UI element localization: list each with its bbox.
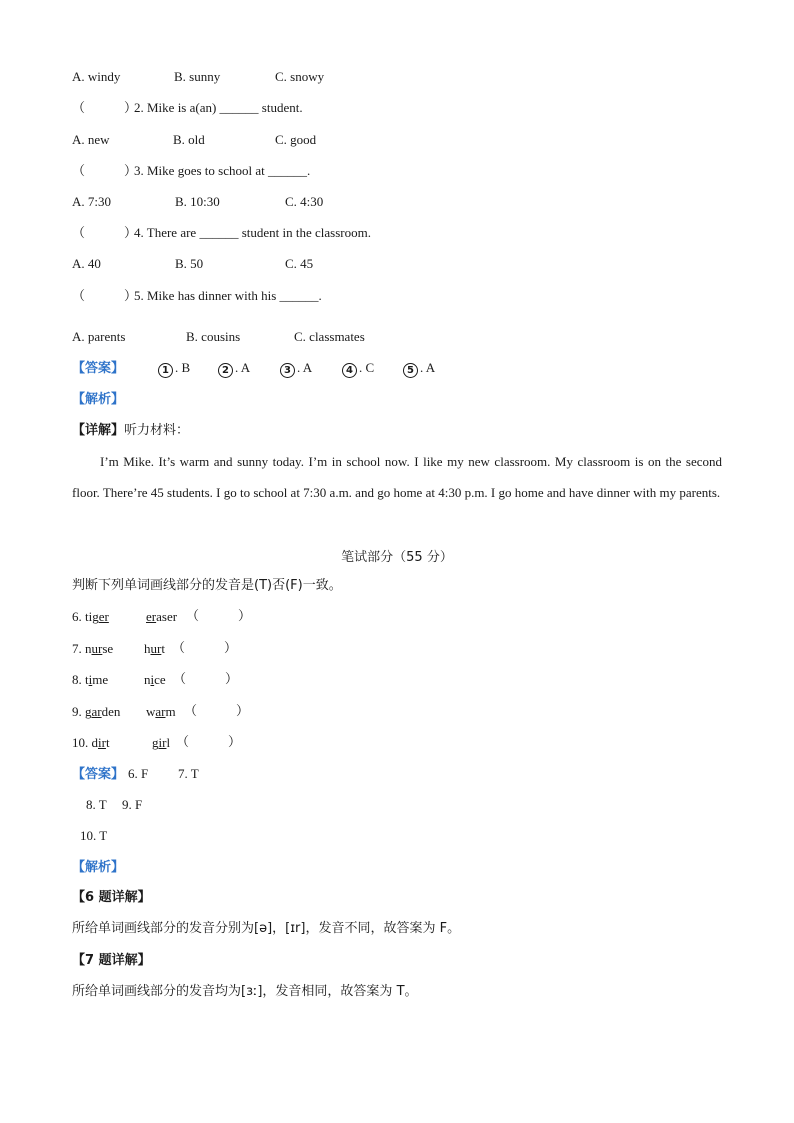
answer-value: . C bbox=[359, 360, 375, 375]
option-b: B. 50 bbox=[175, 256, 204, 271]
instruction: 判断下列单词画线部分的发音是(T)否(F)一致。 bbox=[72, 578, 342, 593]
question-5 bbox=[72, 288, 322, 305]
word-item-7 bbox=[72, 641, 238, 657]
circled-number: 1 bbox=[158, 363, 173, 378]
option-a: A. new bbox=[72, 132, 110, 147]
word-part: t bbox=[161, 641, 165, 656]
circled-number: 3 bbox=[280, 363, 295, 378]
word-part: aser bbox=[156, 609, 178, 624]
item-number: 9. bbox=[72, 704, 82, 719]
question-3 bbox=[72, 163, 310, 180]
answer-paren: （ ） bbox=[172, 641, 238, 656]
answer-line-2 bbox=[72, 766, 199, 783]
word-part: den bbox=[101, 704, 121, 719]
answer-value: . A bbox=[297, 360, 313, 375]
detail-label: 【详解】 bbox=[72, 423, 125, 438]
option-a: A. 40 bbox=[72, 256, 101, 271]
underlined-part: ir bbox=[158, 735, 167, 750]
answer-line bbox=[72, 360, 436, 377]
answer-value: . B bbox=[175, 360, 191, 375]
underlined-part: i bbox=[88, 672, 93, 687]
item-number: 10. bbox=[72, 735, 89, 750]
answer-paren: （ ） bbox=[72, 226, 138, 241]
option-c: C. 4:30 bbox=[285, 194, 324, 209]
option-c: C. good bbox=[275, 132, 317, 147]
option-c: C. classmates bbox=[294, 329, 365, 344]
underlined-part: er bbox=[146, 609, 157, 624]
word-part: g bbox=[85, 704, 92, 719]
circled-number: 4 bbox=[342, 363, 357, 378]
option-a: A. parents bbox=[72, 329, 126, 344]
answer-item-4 bbox=[342, 360, 374, 378]
q6-detail-text: 所给单词画线部分的发音分别为[ə]，[ɪr]，发音不同，故答案为 F。 bbox=[72, 921, 461, 936]
circled-number: 2 bbox=[218, 363, 233, 378]
item-number: 6. bbox=[72, 609, 82, 624]
question-text: 4. There are ______ student in the classroom. bbox=[134, 225, 371, 240]
word-item-8 bbox=[72, 672, 239, 688]
word-part: se bbox=[102, 641, 114, 656]
word-part: n bbox=[85, 641, 92, 656]
answer-paren: （ ） bbox=[72, 289, 138, 304]
question-text: 5. Mike has dinner with his ______. bbox=[134, 288, 322, 303]
answer-item-1 bbox=[158, 360, 190, 378]
analysis-heading-2 bbox=[72, 859, 124, 876]
question-text: 2. Mike is a(an) ______ student. bbox=[134, 100, 303, 115]
answer-8: 8. T bbox=[86, 797, 107, 812]
option-b: B. cousins bbox=[186, 329, 241, 344]
underlined-part: ur bbox=[150, 641, 162, 656]
option-b: B. 10:30 bbox=[175, 194, 220, 209]
option-b: B. old bbox=[173, 132, 205, 147]
underlined-part: ir bbox=[98, 735, 106, 750]
word-part: l bbox=[166, 735, 171, 750]
underlined-part: er bbox=[98, 609, 109, 624]
option-b: B. sunny bbox=[174, 69, 221, 84]
answer-paren: （ ） bbox=[72, 164, 138, 179]
answer-paren: （ ） bbox=[186, 609, 252, 624]
answer-9: 9. F bbox=[122, 797, 143, 812]
word-part: tig bbox=[85, 609, 99, 624]
circled-number: 5 bbox=[403, 363, 418, 378]
answer-item-2 bbox=[218, 360, 250, 378]
answer-6: 6. F bbox=[128, 766, 149, 781]
underlined-part: ar bbox=[91, 704, 102, 719]
underlined-part: i bbox=[150, 672, 155, 687]
answer-item-3 bbox=[280, 360, 312, 378]
question-2 bbox=[72, 100, 303, 117]
option-c: C. snowy bbox=[275, 69, 325, 84]
listening-material: I’m Mike. It’s warm and sunny today. I’m in school now. I like my new classroom. My classroom is on the second floor. There’re 45 students. I go to school at 7:30 a.m. and go home at 4:30 p.m. I go home and have dinner with my parents. bbox=[72, 454, 722, 500]
analysis-heading bbox=[72, 391, 124, 408]
answer-value: . A bbox=[420, 360, 436, 375]
word-item-10 bbox=[72, 735, 242, 751]
analysis-label: 【解析】 bbox=[72, 392, 125, 407]
answer-paren: （ ） bbox=[184, 704, 250, 719]
q6-detail-heading: 【6 题详解】 bbox=[72, 890, 151, 905]
detail-heading bbox=[72, 422, 189, 439]
answer-value: . A bbox=[235, 360, 251, 375]
word-part: m bbox=[165, 704, 176, 719]
question-4 bbox=[72, 225, 371, 242]
word-part: n bbox=[144, 672, 151, 687]
option-a: A. windy bbox=[72, 69, 121, 84]
q7-detail-heading: 【7 题详解】 bbox=[72, 953, 151, 968]
underlined-part: ur bbox=[91, 641, 103, 656]
option-a: A. 7:30 bbox=[72, 194, 111, 209]
analysis-label: 【解析】 bbox=[72, 860, 125, 875]
answer-paren: （ ） bbox=[173, 672, 239, 687]
word-item-6 bbox=[72, 609, 252, 625]
answer-item-5 bbox=[403, 360, 435, 378]
word-part: g bbox=[152, 735, 159, 750]
answer-paren: （ ） bbox=[176, 735, 242, 750]
item-number: 7. bbox=[72, 641, 82, 656]
answer-label: 【答案】 bbox=[72, 361, 125, 376]
word-part: h bbox=[144, 641, 151, 656]
word-part: t bbox=[105, 735, 110, 750]
word-part: me bbox=[92, 672, 109, 687]
answer-label: 【答案】 bbox=[72, 767, 125, 782]
word-item-9 bbox=[72, 704, 250, 720]
item-number: 8. bbox=[72, 672, 82, 687]
word-part: ce bbox=[154, 672, 166, 687]
detail-text: 听力材料： bbox=[124, 423, 190, 438]
word-part: t bbox=[85, 672, 89, 687]
answer-paren: （ ） bbox=[72, 101, 138, 116]
answer-7: 7. T bbox=[178, 766, 199, 781]
answer-10: 10. T bbox=[80, 828, 108, 843]
option-c: C. 45 bbox=[285, 256, 314, 271]
word-part: d bbox=[91, 735, 98, 750]
word-part: w bbox=[146, 704, 156, 719]
written-section-heading: 笔试部分（55 分） bbox=[341, 550, 453, 565]
question-text: 3. Mike goes to school at ______. bbox=[134, 163, 311, 178]
q7-detail-text: 所给单词画线部分的发音均为[ɜː]，发音相同，故答案为 T。 bbox=[72, 984, 418, 999]
underlined-part: ar bbox=[155, 704, 166, 719]
